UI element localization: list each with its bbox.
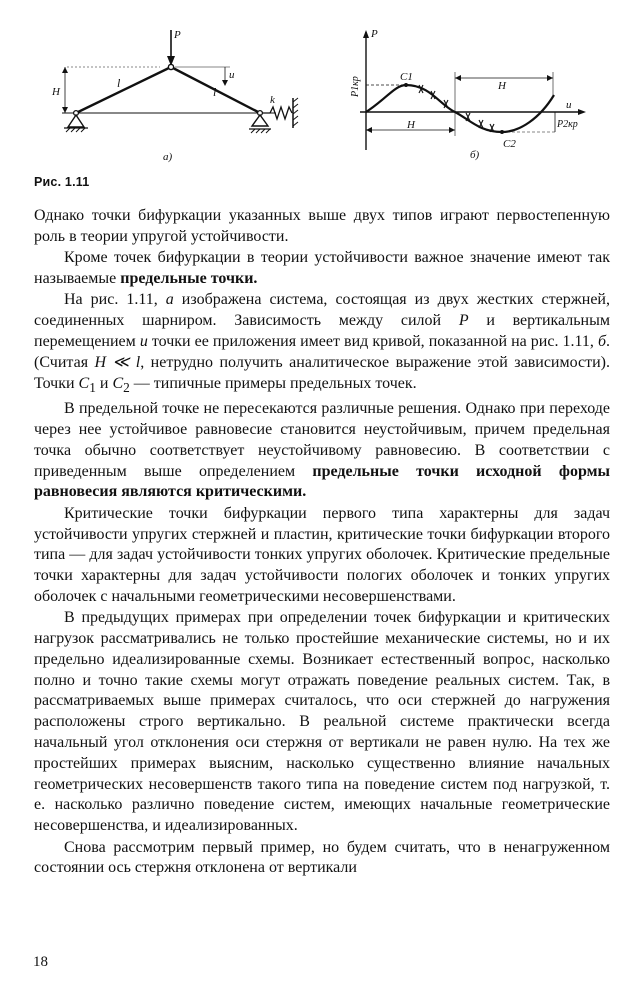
p3-c1: C <box>78 374 90 392</box>
label-P: P <box>174 29 181 41</box>
u-arrow-head <box>222 80 228 86</box>
panel-b-P1kr: P1кр <box>350 76 361 97</box>
p3-c2-sub: 2 <box>123 379 130 395</box>
paragraph-7: Снова рассмотрим первый пример, но будем считать, что в ненагруженном состоянии ось стержня отклонена от вертикали <box>34 838 610 877</box>
right-support <box>252 115 268 126</box>
p3-t3: и вертикальным перемещением <box>34 312 610 350</box>
paragraph-1: Однако точки бифуркации указанных выше двух типов играют первостепенную роль в теории упругой устойчивости. <box>34 207 610 245</box>
paragraph-2-term: предельные точки. <box>120 269 258 287</box>
paragraph-4 <box>34 399 610 503</box>
P-axis-arrow <box>363 30 369 38</box>
p3-b: б <box>597 332 606 350</box>
p3-P: P <box>458 312 469 330</box>
figure-caption: Рис. 1.11 <box>34 175 90 189</box>
paragraph-2 <box>34 248 610 290</box>
panel-b-H-bottom: H <box>407 119 415 131</box>
H-bottom-arrow-right <box>449 127 455 133</box>
H-arrow-top <box>62 67 68 73</box>
p3-t5: . (Считая <box>34 332 610 371</box>
p3-c2: C <box>112 374 124 392</box>
panel-b-C2: C2 <box>503 138 516 150</box>
paragraph-4-term: предельные точки исходной формы равновесия являются критическими. <box>34 462 610 501</box>
paragraph-2-text: Кроме точек бифуркации в теории устойчивости важное значение имеют так называемые <box>34 249 610 287</box>
top-hinge <box>168 64 173 69</box>
p3-a: а <box>165 291 174 309</box>
p3-c1-sub: 1 <box>89 379 96 395</box>
panel-b-C1: C1 <box>400 71 413 83</box>
p3-t7: и <box>95 374 113 392</box>
H-arrow-bottom <box>62 107 68 113</box>
paragraph-5: Критические точки бифуркации первого типа характерны для задач устойчивости упругих стержней и пластин, критические точки бифуркации второго типа — для задач устойчивости тонких упругих оболочек. Критические предельные точки характерны для задач устойчивости пологих оболочек и тонких упругих оболочек с начальными геометрическими несовершенствами. <box>34 504 610 605</box>
paragraph-4-text: В предельной точке не пересекаются различные решения. Однако при переходе через нее устойчивое равновесие становится неустойчивым, причем предельная точка обычно соответствует неустойчивому равновесию. В соответствии с приведенным выше определением <box>34 400 610 480</box>
p3-t1: На рис. 1.11, <box>64 291 166 309</box>
u-axis-arrow <box>578 109 586 115</box>
H-top-arrow-left <box>455 75 461 81</box>
panel-b-label: б) <box>470 149 480 161</box>
figure-panel-b <box>320 0 620 170</box>
p3-t8: — типичные примеры предельных точек. <box>129 374 417 392</box>
left-support <box>68 115 84 127</box>
label-k: k <box>270 94 275 106</box>
figure-1-11 <box>0 0 636 170</box>
p3-u: u <box>139 332 148 350</box>
panel-b-P2kr: P2кр <box>557 119 578 130</box>
p3-rel: H ≪ l <box>94 353 141 371</box>
label-l-right: l <box>213 85 217 99</box>
H-bottom-arrow-left <box>366 127 372 133</box>
label-H: H <box>52 86 60 98</box>
left-bar <box>76 67 171 113</box>
spring <box>262 107 292 119</box>
panel-b-P: P <box>371 28 378 40</box>
page-number: 18 <box>33 954 48 970</box>
panel-b-H-top: H <box>498 80 506 92</box>
paragraph-3 <box>34 290 610 398</box>
label-u: u <box>229 69 235 81</box>
H-top-arrow-right <box>547 75 553 81</box>
p3-t4: точки ее приложения имеет вид кривой, показанной на рис. 1.11, <box>147 332 598 350</box>
paragraph-6: В предыдущих примерах при определении точек бифуркации и критических нагрузок рассматривались не только простейшие механические системы, но и их предельно идеализированные схемы. Возникает естественный вопрос, насколько полно и точно такие схемы могут отражать поведение реальных систем. Так, в рассматриваемых выше примерах считалось, что оси стержней до нагружения расположены строго вертикально. В реальной системе практически всегда начальный угол отклонения оси стержня от вертикали не равен нулю. На тех же простейших примерах выясним, насколько существенно влияние начальных геометрических несовершенств такого типа на поведение систем под нагрузкой, т. е. насколько различно поведение систем, имеющих начальные геометрические несовершенства, и идеализированных. <box>34 609 610 835</box>
p3-t2: изображена система, состоящая из двух жестких стержней, соединенных шарниром. Зависимость между силой <box>34 291 610 330</box>
equilibrium-curve <box>366 85 554 132</box>
panel-a-label: а) <box>163 151 173 163</box>
body-text <box>34 206 610 879</box>
panel-b-u: u <box>566 99 572 111</box>
p3-t6: , нетрудно получить аналитическое выражение этой зависимости). Точки <box>34 353 610 392</box>
label-l-left: l <box>117 76 121 90</box>
figure-panel-a <box>0 0 320 170</box>
right-ground-hatch <box>251 129 270 133</box>
